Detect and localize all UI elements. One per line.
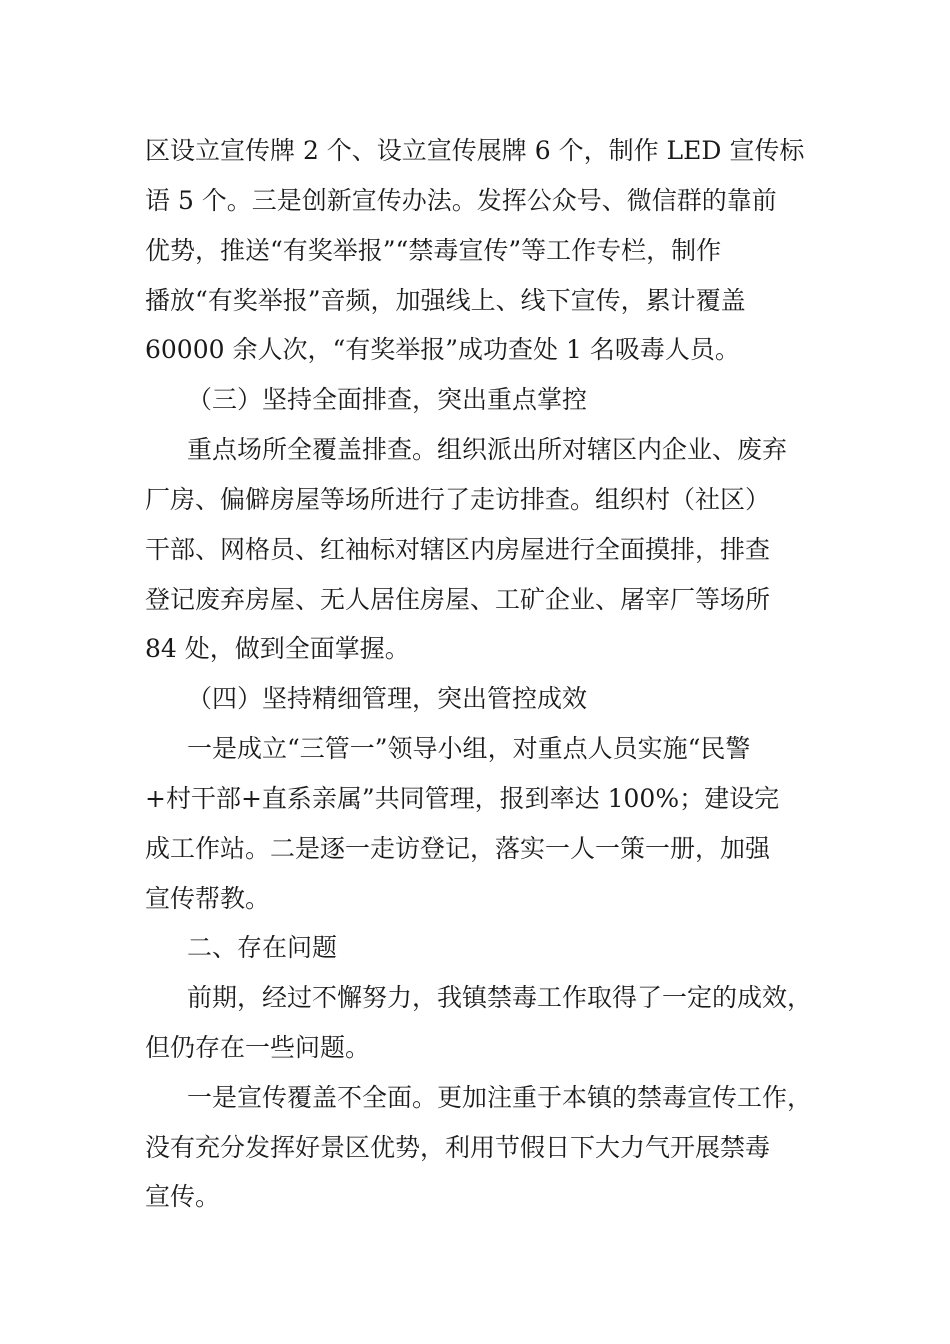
paragraph-line: 厂房、偏僻房屋等场所进行了走访排查。组织村（社区） [145, 485, 771, 514]
paragraph-line: 宣传帮教。 [145, 884, 271, 913]
paragraph-line: 一是成立“三管一”领导小组，对重点人员实施“民警 [187, 734, 751, 763]
paragraph-line: 60000 余人次，“有奖举报”成功查处 1 名吸毒人员。 [145, 335, 740, 364]
paragraph-line: 84 处，做到全面掌握。 [145, 634, 410, 663]
paragraph-line: 没有充分发挥好景区优势，利用节假日下大力气开展禁毒 [145, 1133, 771, 1162]
section-heading: （四）坚持精细管理，突出管控成效 [187, 684, 588, 713]
paragraph-line: 播放“有奖举报”音频，加强线上、线下宣传，累计覆盖 [145, 286, 746, 315]
paragraph-line: 重点场所全覆盖排查。组织派出所对辖区内企业、废弃 [187, 435, 788, 464]
section-heading: 二、存在问题 [187, 933, 338, 962]
paragraph-line: 区设立宣传牌 2 个、设立宣传展牌 6 个，制作 LED 宣传标 [145, 136, 805, 165]
paragraph-line: 成工作站。二是逐一走访登记，落实一人一策一册，加强 [145, 834, 771, 863]
paragraph-line: 语 5 个。三是创新宣传办法。发挥公众号、微信群的靠前 [145, 186, 777, 215]
paragraph-line: 宣传。 [145, 1182, 221, 1211]
paragraph-line: 但仍存在一些问题。 [145, 1033, 371, 1062]
paragraph-line: +村干部+直系亲属”共同管理，报到率达 100%；建设完 [145, 784, 780, 813]
paragraph-line: 一是宣传覆盖不全面。更加注重于本镇的禁毒宣传工作， [187, 1083, 813, 1112]
paragraph-line: 优势，推送“有奖举报”“禁毒宣传”等工作专栏，制作 [145, 236, 722, 265]
section-heading: （三）坚持全面排查，突出重点掌控 [187, 385, 588, 414]
paragraph-line: 干部、网格员、红袖标对辖区内房屋进行全面摸排，排查 [145, 535, 771, 564]
paragraph-line: 登记废弃房屋、无人居住房屋、工矿企业、屠宰厂等场所 [145, 585, 771, 614]
paragraph-line: 前期，经过不懈努力，我镇禁毒工作取得了一定的成效， [187, 983, 813, 1012]
